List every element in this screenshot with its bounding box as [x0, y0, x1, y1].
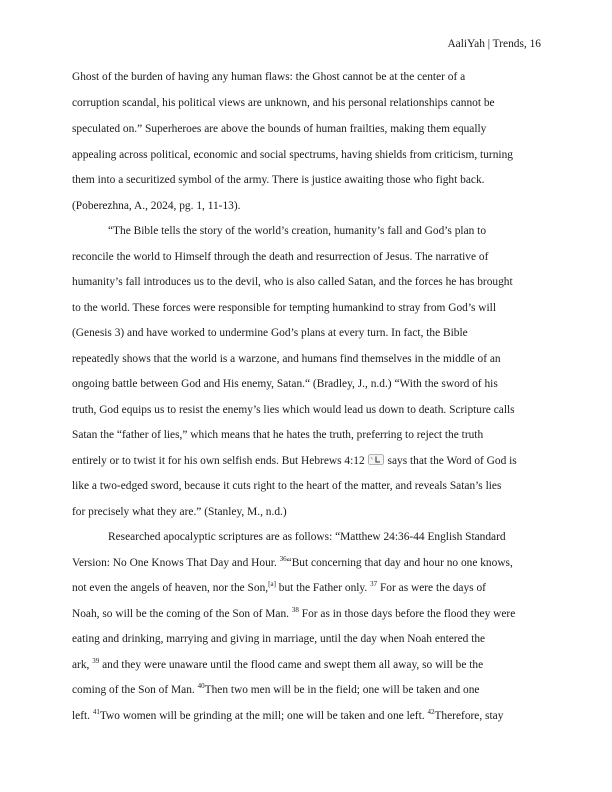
text-line: eating and drinking, marrying and giving in marriage, until the day when Noah entered the	[72, 633, 486, 645]
text-line	[72, 709, 542, 723]
text-segment: says that the Word of God is	[387, 455, 517, 467]
text-line: truth, God equips us to resist the enemy’s lies which would lead us down to death. Scripture calls	[72, 404, 515, 416]
text-line	[72, 581, 542, 595]
verse-number: 39	[92, 657, 100, 666]
text-line	[72, 607, 542, 621]
text-segment: entirely or to twist it for his own selfish ends. But Hebrews 4:12	[72, 455, 365, 467]
text-segment: Two women will be grinding at the mill; one will be taken and one left.	[99, 710, 425, 722]
text-line: ongoing battle between God and His enemy, Satan.“ (Bradley, J., n.d.) “With the sword of his	[72, 378, 498, 390]
text-segment: Version: No One Knows That Day and Hour.	[72, 557, 277, 569]
text-line: (Genesis 3) and have worked to undermine God’s plans at every turn. In fact, the Bible	[72, 327, 468, 339]
text-line	[72, 454, 542, 468]
text-line: corruption scandal, his political views are unknown, and his personal relationships cannot be	[72, 97, 495, 109]
text-line: to the world. These forces were responsible for tempting humankind to stray from God’s will	[72, 302, 497, 314]
text-segment: and they were unaware until the flood came and swept them all away, so will be the	[102, 659, 484, 671]
text-line	[72, 658, 542, 672]
text-segment: not even the angels of heaven, nor the Son,	[72, 582, 269, 594]
verse-number: 40	[197, 682, 205, 691]
text-line	[72, 556, 542, 570]
text-segment: “But concerning that day and hour no one knows,	[286, 557, 513, 569]
text-segment: Therefore, stay	[434, 710, 504, 722]
text-line: repeatedly shows that the world is a warzone, and humans find themselves in the middle of an	[72, 353, 501, 365]
text-line: humanity’s fall introduces us to the devil, who is also called Satan, and the forces he has brought	[72, 276, 513, 288]
text-line	[72, 683, 542, 697]
verse-number: 41	[92, 708, 100, 717]
bible-reference-icon[interactable]	[368, 454, 384, 465]
text-line: speculated on.” Superheroes are above the bounds of human frailties, making them equally	[72, 123, 487, 135]
text-segment: coming of the Son of Man.	[72, 684, 195, 696]
verse-number: 36	[279, 555, 287, 564]
citation-line: for precisely what they are.” (Stanley, M., n.d.)	[72, 506, 287, 518]
footnote-link[interactable]: [a]	[268, 580, 276, 589]
text-segment: For as were the days of	[379, 582, 486, 594]
text-line: appealing across political, economic and social spectrums, having shields from criticism, turning	[72, 149, 513, 161]
text-segment: Then two men will be in the field; one will be taken and one	[204, 684, 480, 696]
text-segment: left.	[72, 710, 91, 722]
text-segment: For as in those days before the flood they were	[301, 608, 516, 620]
text-line: like a two-edged sword, because it cuts right to the heart of the matter, and reveals Satan’s lies	[72, 480, 502, 492]
text-segment: ark,	[72, 659, 90, 671]
paragraph-start: Researched apocalyptic scriptures are as follows: “Matthew 24:36-44 English Standard	[108, 531, 506, 543]
text-line: Satan the “father of lies,” which means that he hates the truth, preferring to reject the truth	[72, 429, 484, 441]
verse-number: 37	[370, 580, 378, 589]
text-line: reconcile the world to Himself through the death and resurrection of Jesus. The narrative of	[72, 251, 489, 263]
text-segment: but the Father only.	[278, 582, 368, 594]
verse-number: 42	[427, 708, 435, 717]
text-line: them into a securitized symbol of the army. There is justice awaiting those who fight back.	[72, 174, 485, 186]
text-line: Ghost of the burden of having any human flaws: the Ghost cannot be at the center of a	[72, 71, 466, 83]
running-head: AaliYah | Trends, 16	[447, 38, 541, 50]
paragraph-start: “The Bible tells the story of the world’s creation, humanity’s fall and God’s plan to	[108, 225, 487, 237]
verse-number: 38	[291, 606, 299, 615]
text-segment: Noah, so will be the coming of the Son of Man.	[72, 608, 290, 620]
citation-line: (Poberezhna, A., 2024, pg. 1, 11-13).	[72, 200, 241, 212]
